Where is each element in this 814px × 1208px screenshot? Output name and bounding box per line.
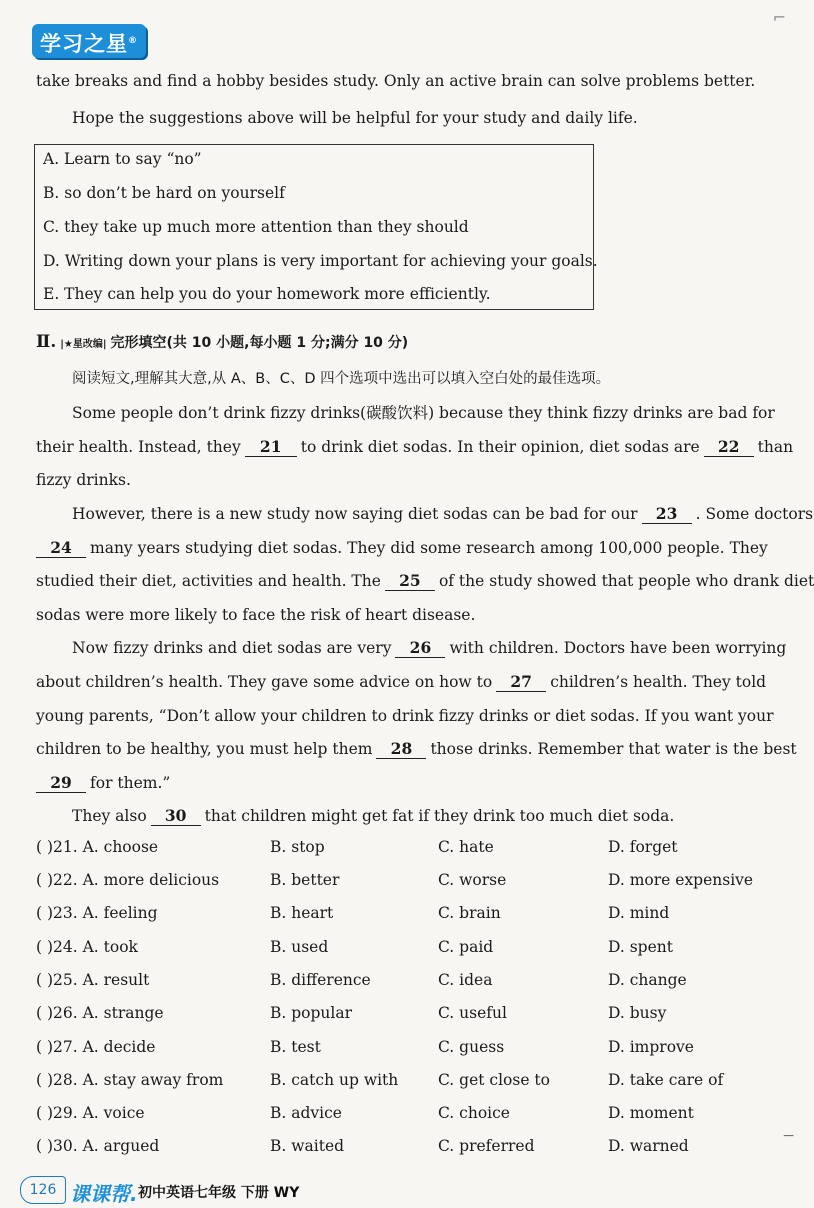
blank-28: 28 <box>376 740 426 759</box>
cloze-line: sodas were more likely to face the risk of heart disease. <box>36 606 476 624</box>
passage-line: take breaks and find a hobby besides study. Only an active brain can solve problems better. <box>36 72 756 90</box>
cloze-line: 24 many years studying diet sodas. They did some research among 100,000 people. They <box>36 537 768 559</box>
publisher-logo: 学习之星® <box>32 24 146 58</box>
blank-22: 22 <box>704 438 754 457</box>
book-title: 初中英语七年级 下册 WY <box>138 1185 300 1201</box>
blank-30: 30 <box>151 807 201 826</box>
blank-29: 29 <box>36 774 86 793</box>
cloze-line: fizzy drinks. <box>36 471 131 489</box>
blank-26: 26 <box>395 639 445 658</box>
section-instruction: 阅读短文,理解其大意,从 A、B、C、D 四个选项中选出可以填入空白处的最佳选项。 <box>72 371 611 387</box>
page-footer <box>0 1172 800 1208</box>
cloze-line: Some people don’t drink fizzy drinks(碳酸饮料) because they think fizzy drinks are bad for <box>72 404 775 422</box>
blank-25: 25 <box>385 572 435 591</box>
cloze-line: young parents, “Don’t allow your children to drink fizzy drinks or diet sodas. If you want your <box>36 707 774 725</box>
passage-closing: Hope the suggestions above will be helpful for your study and daily life. <box>72 109 638 127</box>
page-number: 126 <box>20 1176 66 1204</box>
cloze-line: studied their diet, activities and health. The 25 of the study showed that people who drank diet <box>36 571 814 590</box>
blank-21: 21 <box>245 438 297 457</box>
blank-24: 24 <box>36 539 86 558</box>
options-box <box>34 144 598 310</box>
cloze-line: They also 30 that children might get fat if they drink too much diet soda. <box>72 806 675 825</box>
corner-mark-icon: ⌐ <box>772 8 786 27</box>
cloze-line: Now fizzy drinks and diet sodas are very 26 with children. Doctors have been worrying <box>72 638 787 657</box>
cloze-line: about children’s health. They gave some advice on how to 27 children’s health. They told <box>36 672 767 691</box>
blank-23: 23 <box>642 505 692 524</box>
option-e: E. They can help you do your homework more efficiently. <box>43 285 491 303</box>
option-c: C. they take up much more attention than they should <box>43 218 469 236</box>
blank-27: 27 <box>496 673 546 692</box>
side-margin-mark: | <box>783 1134 794 1138</box>
cloze-line: their health. Instead, they 21 to drink diet sodas. In their opinion, diet sodas are 22 than <box>36 437 794 456</box>
option-b: B. so don’t be hard on yourself <box>43 184 285 202</box>
section-heading: Ⅱ. |★星改编| 完形填空(共 10 小题,每小题 1 分;满分 10 分) <box>36 332 409 352</box>
brand-name: 课课帮. <box>70 1182 138 1206</box>
option-a: A. Learn to say “no” <box>43 150 202 168</box>
cloze-line: children to be healthy, you must help them 28 those drinks. Remember that water is the best <box>36 739 797 758</box>
cloze-line: However, there is a new study now saying diet sodas can be bad for our 23 . Some doctors <box>72 504 814 523</box>
cloze-line: 29 for them.” <box>36 772 170 794</box>
option-d: D. Writing down your plans is very important for achieving your goals. <box>43 252 598 270</box>
